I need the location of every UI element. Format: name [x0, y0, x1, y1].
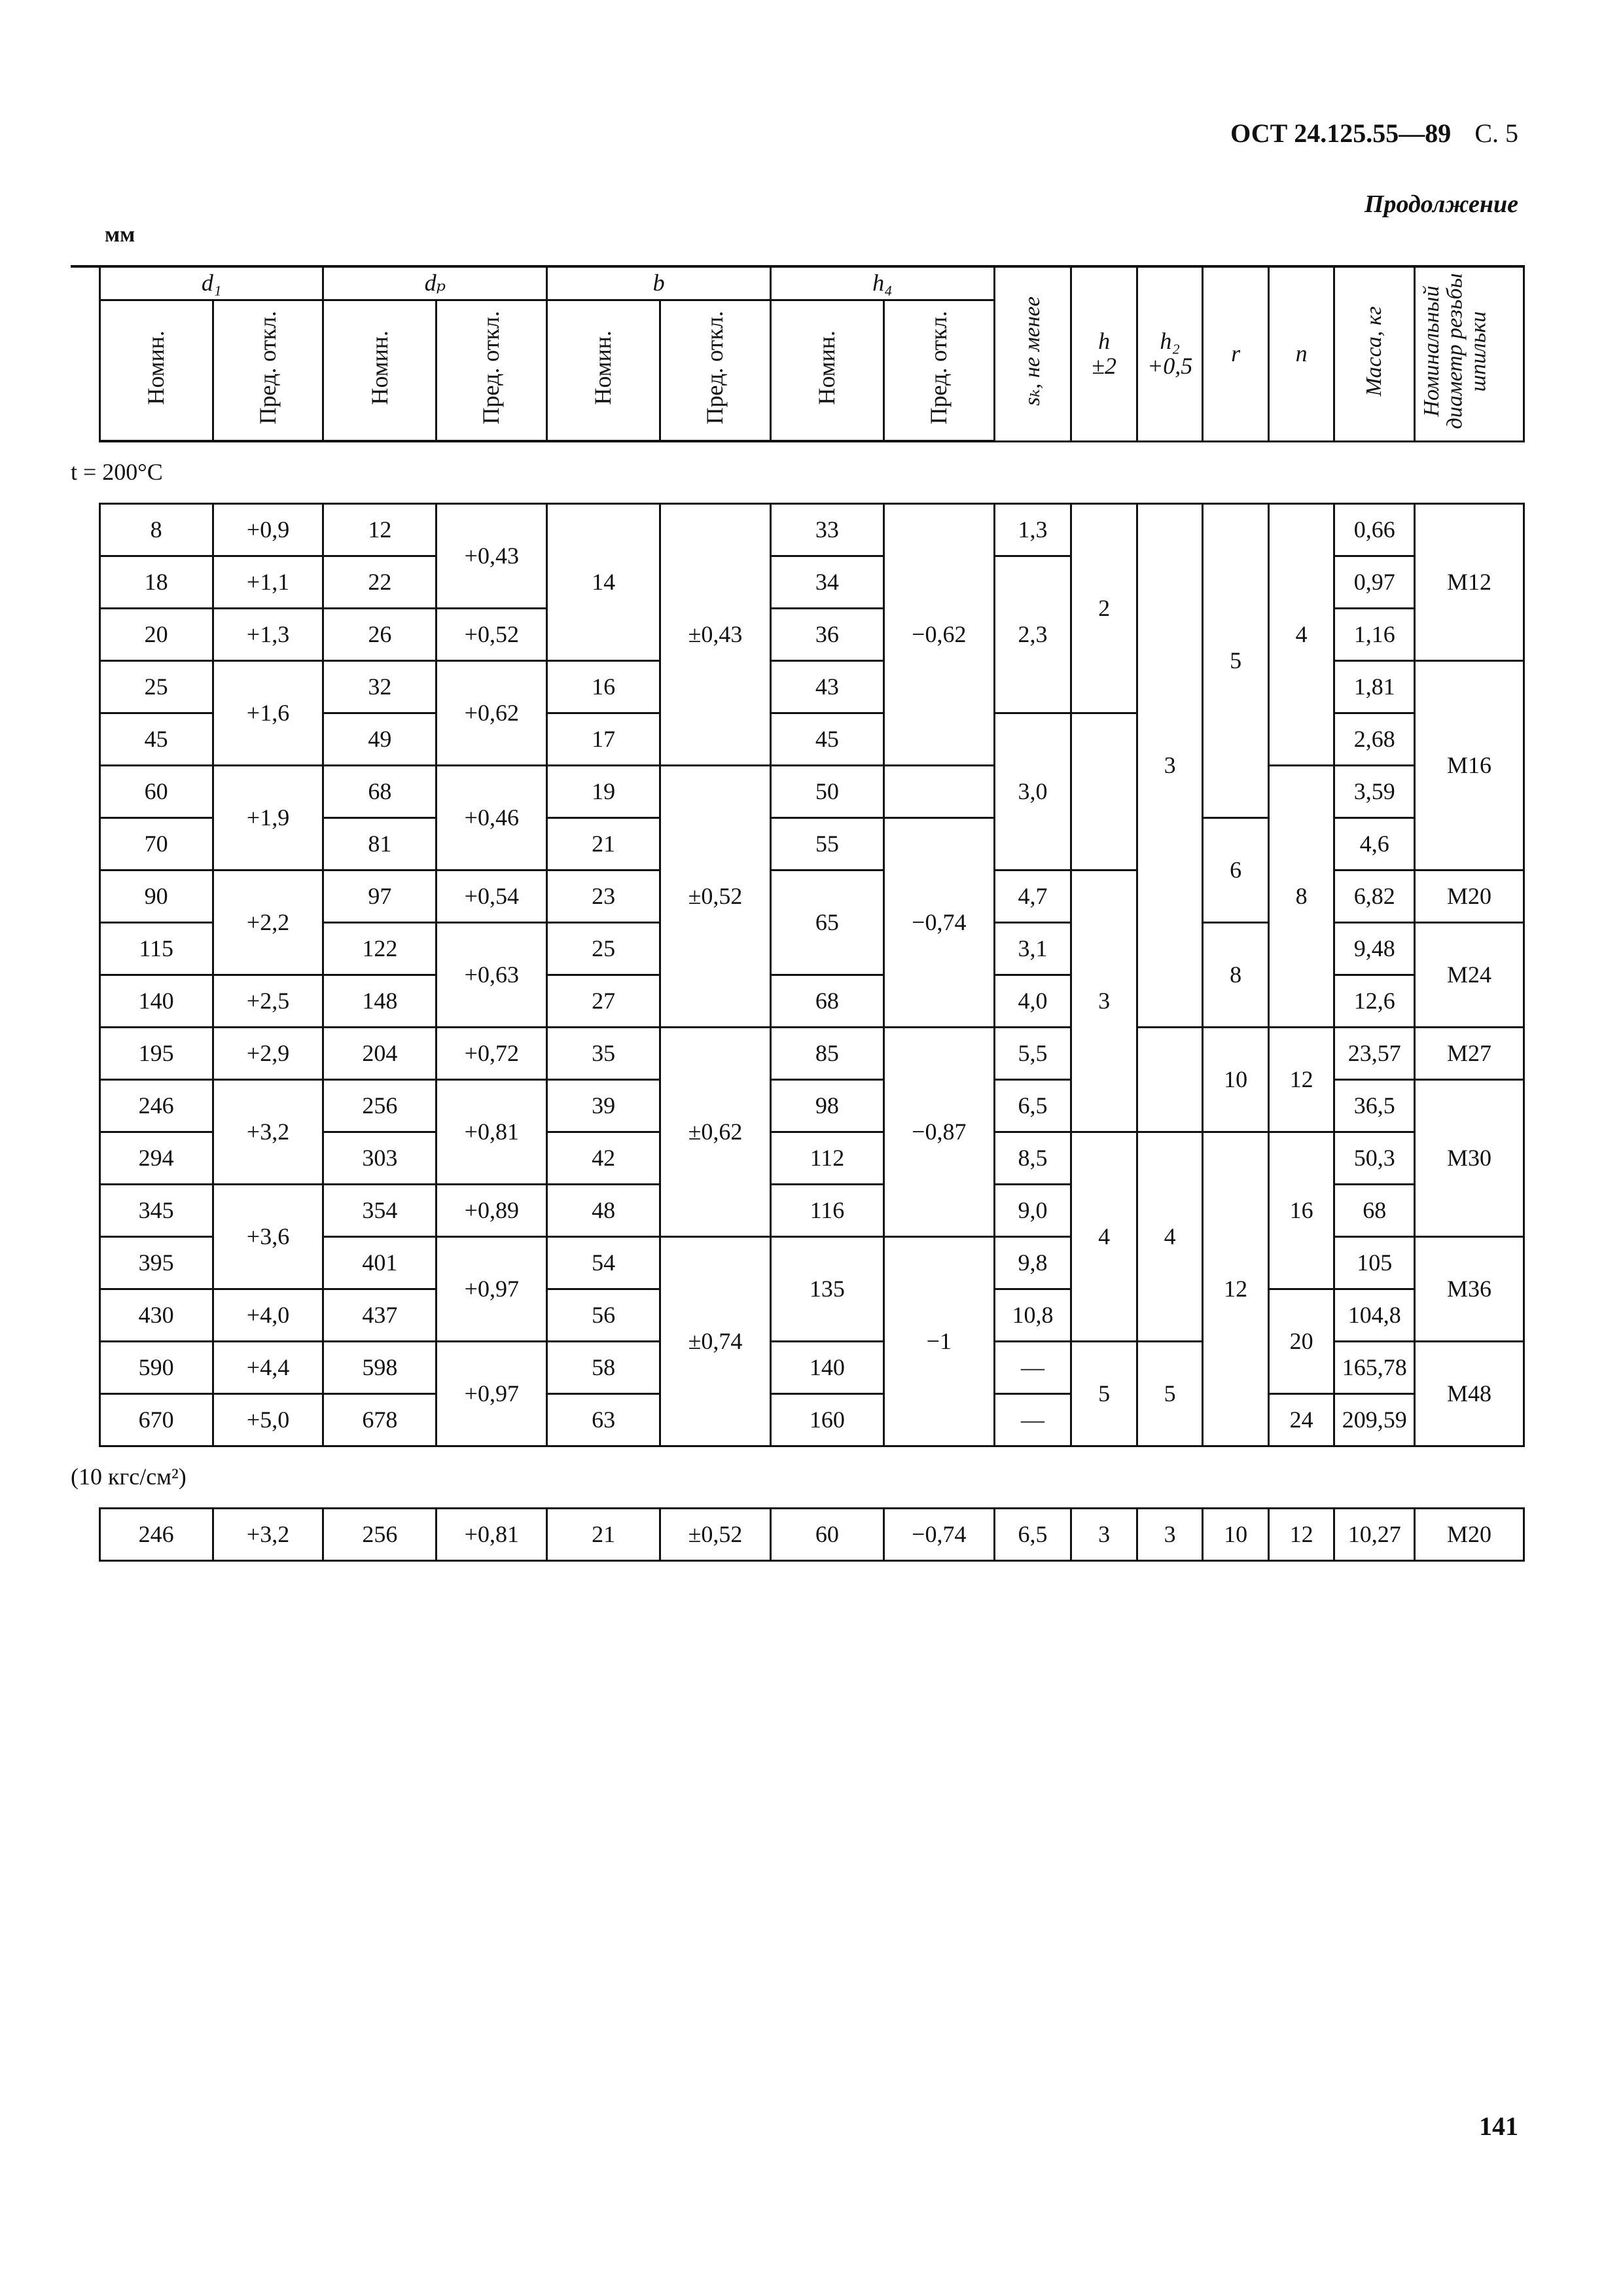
table-cell: M20 [1415, 870, 1524, 923]
table-cell: M30 [1415, 1080, 1524, 1237]
table-cell: 3 [1071, 1509, 1137, 1561]
table-cell: 105 [1334, 1237, 1415, 1289]
table-cell: 9,8 [994, 1237, 1071, 1289]
table-cell: +1,9 [213, 766, 323, 870]
table-cell: 8 [1203, 923, 1269, 1028]
table-cell: 5 [1137, 1342, 1203, 1446]
table-cell: 50,3 [1334, 1132, 1415, 1185]
table-cell: 50 [770, 766, 883, 818]
table-cell: 68 [1334, 1185, 1415, 1237]
table-cell: 10,8 [994, 1289, 1071, 1342]
col-sk: sₖ, не менее [994, 266, 1071, 441]
table-cell: 22 [323, 556, 437, 609]
table-cell: 2,68 [1334, 713, 1415, 766]
table-cell: 140 [770, 1342, 883, 1394]
table-cell: 670 [99, 1394, 213, 1446]
unit-label: мм [105, 223, 135, 247]
table-cell: 354 [323, 1185, 437, 1237]
table-cell: 5 [1203, 504, 1269, 818]
table-cell: 16 [547, 661, 660, 713]
table-cell: 1,16 [1334, 609, 1415, 661]
table-cell: 395 [99, 1237, 213, 1289]
table-cell: 58 [547, 1342, 660, 1394]
table-cell: M36 [1415, 1237, 1524, 1342]
table-cell: +1,3 [213, 609, 323, 661]
table-cell: 2,3 [994, 556, 1071, 713]
table-cell: +0,63 [437, 923, 547, 1028]
table-cell: +0,89 [437, 1185, 547, 1237]
table-cell: 97 [323, 870, 437, 923]
table-cell: 1,3 [994, 504, 1071, 556]
table-cell: +0,72 [437, 1028, 547, 1080]
table-cell: −0,62 [883, 504, 994, 766]
table-cell: M20 [1415, 1509, 1524, 1561]
table-cell: ±0,62 [660, 1028, 771, 1237]
col-b: b [547, 266, 771, 300]
table-cell: +0,81 [437, 1509, 547, 1561]
table-cell: 24 [1268, 1394, 1334, 1446]
document-header [1230, 118, 1518, 149]
table-row [71, 1509, 1524, 1561]
table-cell: 56 [547, 1289, 660, 1342]
table-cell: — [994, 1342, 1071, 1394]
table-cell: 23 [547, 870, 660, 923]
table-cell: 9,48 [1334, 923, 1415, 975]
table-cell: M16 [1415, 661, 1524, 870]
table-cell: 55 [770, 818, 883, 870]
table-cell: +4,4 [213, 1342, 323, 1394]
table-cell: 6,5 [994, 1509, 1071, 1561]
continuation-label: Продолжение [1364, 190, 1518, 218]
table-cell: 6,82 [1334, 870, 1415, 923]
table-cell: 16 [1268, 1132, 1334, 1289]
table-cell: 5,5 [994, 1028, 1071, 1080]
table-cell: 3,0 [994, 713, 1071, 870]
table-cell: +0,62 [437, 661, 547, 766]
table-cell: +0,97 [437, 1237, 547, 1342]
table-cell: 0,66 [1334, 504, 1415, 556]
table-cell: +0,52 [437, 609, 547, 661]
dp-nom-header: Номин. [323, 300, 437, 442]
table-cell: 598 [323, 1342, 437, 1394]
table-cell: 26 [323, 609, 437, 661]
table-cell: 401 [323, 1237, 437, 1289]
page-reference: С. 5 [1474, 118, 1518, 148]
dp-dev-header: Пред. откл. [437, 300, 547, 442]
table-cell: −0,87 [883, 1028, 994, 1237]
table-cell: 140 [99, 975, 213, 1028]
table-cell: 3 [1071, 870, 1137, 1132]
table-cell: 104,8 [1334, 1289, 1415, 1342]
table-cell: 246 [99, 1509, 213, 1561]
table-cell: 25 [99, 661, 213, 713]
table-cell: +0,43 [437, 504, 547, 609]
table-cell: 68 [323, 766, 437, 818]
table-cell: 5 [1071, 1342, 1137, 1446]
table-cell: 48 [547, 1185, 660, 1237]
table-cell: 34 [770, 556, 883, 609]
b-nom-header: Номин. [547, 300, 660, 442]
table-cell: 20 [1268, 1289, 1334, 1394]
table-cell: 678 [323, 1394, 437, 1446]
col-h: h ±2 [1071, 266, 1137, 441]
table-cell: +1,6 [213, 661, 323, 766]
table-cell: 68 [770, 975, 883, 1028]
table-cell: 63 [547, 1394, 660, 1446]
table-cell: 4 [1137, 1132, 1203, 1342]
table-row [71, 1028, 1524, 1080]
table-cell: 204 [323, 1028, 437, 1080]
table-cell: 1,81 [1334, 661, 1415, 713]
table-cell: 4 [1268, 504, 1334, 766]
table-cell: 209,59 [1334, 1394, 1415, 1446]
table-cell: 10 [1203, 1028, 1269, 1132]
table-cell: M24 [1415, 923, 1524, 1028]
table-cell: 20 [99, 609, 213, 661]
table-cell: 60 [770, 1509, 883, 1561]
table-cell: 9,0 [994, 1185, 1071, 1237]
table-cell: 14 [547, 504, 660, 661]
table-cell: +5,0 [213, 1394, 323, 1446]
table-cell: 4,0 [994, 975, 1071, 1028]
table-cell: 43 [770, 661, 883, 713]
table-cell: 12 [1203, 1132, 1269, 1446]
table-cell: 6,5 [994, 1080, 1071, 1132]
table-cell: 70 [99, 818, 213, 870]
table-cell: 116 [770, 1185, 883, 1237]
table-cell: 45 [770, 713, 883, 766]
table-cell: 3,1 [994, 923, 1071, 975]
table-cell: 85 [770, 1028, 883, 1080]
col-n: n [1268, 266, 1334, 441]
table-cell: 60 [99, 766, 213, 818]
table-cell: ±0,74 [660, 1237, 771, 1446]
col-h4: h₄ [770, 266, 994, 300]
table-cell: +2,5 [213, 975, 323, 1028]
page-number: 141 [1479, 2111, 1518, 2141]
table-cell: +4,0 [213, 1289, 323, 1342]
table-row [71, 504, 1524, 556]
table-cell: +0,54 [437, 870, 547, 923]
table-cell: 54 [547, 1237, 660, 1289]
col-r: r [1203, 266, 1269, 441]
table-cell: 42 [547, 1132, 660, 1185]
table-cell: 6 [1203, 818, 1269, 923]
table-row [71, 766, 1524, 818]
table-cell: 21 [547, 1509, 660, 1561]
table-cell: 303 [323, 1132, 437, 1185]
d1-nom-header: Номин. [99, 300, 213, 442]
table-cell: M48 [1415, 1342, 1524, 1446]
table-cell: +0,97 [437, 1342, 547, 1446]
table-cell: 112 [770, 1132, 883, 1185]
table-cell: 430 [99, 1289, 213, 1342]
table-cell: 160 [770, 1394, 883, 1446]
section-title-temp: t = 200°C [71, 459, 163, 486]
table-cell: 148 [323, 975, 437, 1028]
table-cell: 135 [770, 1237, 883, 1342]
table-cell: 590 [99, 1342, 213, 1394]
table-cell: +3,2 [213, 1080, 323, 1185]
table-cell: 4,7 [994, 870, 1071, 923]
table-cell: 195 [99, 1028, 213, 1080]
table-cell: ±0,52 [660, 1509, 771, 1561]
table-cell: 3,59 [1334, 766, 1415, 818]
table-cell: +2,9 [213, 1028, 323, 1080]
table-cell: 294 [99, 1132, 213, 1185]
b-dev-header: Пред. откл. [660, 300, 771, 442]
table-cell: 27 [547, 975, 660, 1028]
table-cell: 36 [770, 609, 883, 661]
table-cell: 256 [323, 1509, 437, 1561]
table-cell: −1 [883, 1237, 994, 1446]
table-cell: 12 [323, 504, 437, 556]
d1-dev-header: Пред. откл. [213, 300, 323, 442]
table-cell: 90 [99, 870, 213, 923]
col-thread: Номинальный диаметр резьбы шпильки [1415, 266, 1524, 441]
dimensions-table [71, 265, 1525, 1562]
table-cell: M27 [1415, 1028, 1524, 1080]
table-cell: +0,81 [437, 1080, 547, 1185]
table-cell: 12 [1268, 1028, 1334, 1132]
table-cell: −0,74 [883, 1509, 994, 1561]
table-cell: 10 [1203, 1509, 1269, 1561]
col-mass: Масса, кг [1334, 266, 1415, 441]
table-cell: 33 [770, 504, 883, 556]
table-cell: 8 [1268, 766, 1334, 1028]
table-cell: 81 [323, 818, 437, 870]
table-cell: 8,5 [994, 1132, 1071, 1185]
table-cell: 17 [547, 713, 660, 766]
table-cell: +2,2 [213, 870, 323, 975]
table-cell: 18 [99, 556, 213, 609]
table-cell: +3,6 [213, 1185, 323, 1289]
table-cell: +0,46 [437, 766, 547, 870]
table-cell: 122 [323, 923, 437, 975]
h4-dev-header: Пред. откл. [883, 300, 994, 442]
col-d1: d₁ [99, 266, 323, 300]
standard-code: ОСТ 24.125.55—89 [1230, 118, 1452, 148]
table-cell: 49 [323, 713, 437, 766]
table-cell: 437 [323, 1289, 437, 1342]
table-cell: 45 [99, 713, 213, 766]
table-cell: 115 [99, 923, 213, 975]
table-cell: 98 [770, 1080, 883, 1132]
table-cell: 165,78 [1334, 1342, 1415, 1394]
table-cell: 19 [547, 766, 660, 818]
col-dp: dₚ [323, 266, 547, 300]
table-cell: 23,57 [1334, 1028, 1415, 1080]
table-cell: 39 [547, 1080, 660, 1132]
section-title-pressure: (10 кгс/см²) [71, 1463, 187, 1490]
table-cell: 32 [323, 661, 437, 713]
table-cell: 10,27 [1334, 1509, 1415, 1561]
table-cell: ±0,43 [660, 504, 771, 766]
table-cell: — [994, 1394, 1071, 1446]
h4-nom-header: Номин. [770, 300, 883, 442]
table-cell: M12 [1415, 504, 1524, 661]
table-cell: 246 [99, 1080, 213, 1132]
table-cell: 36,5 [1334, 1080, 1415, 1132]
table-cell: 3 [1137, 1509, 1203, 1561]
table-cell: +3,2 [213, 1509, 323, 1561]
table-cell: 8 [99, 504, 213, 556]
table-cell: 3 [1137, 504, 1203, 1028]
table-cell: 345 [99, 1185, 213, 1237]
table-cell: 4,6 [1334, 818, 1415, 870]
table-cell: 12,6 [1334, 975, 1415, 1028]
table-cell: 256 [323, 1080, 437, 1132]
table-cell: 12 [1268, 1509, 1334, 1561]
col-h2: h₂ +0,5 [1137, 266, 1203, 441]
table-cell: 0,97 [1334, 556, 1415, 609]
table-cell: ±0,52 [660, 766, 771, 1028]
table-cell: 65 [770, 870, 883, 975]
table-cell: 4 [1071, 1132, 1137, 1342]
table-cell: +0,9 [213, 504, 323, 556]
table-row [71, 1394, 1524, 1446]
table-cell: −0,74 [883, 818, 994, 1028]
table-cell: +1,1 [213, 556, 323, 609]
table-cell: 35 [547, 1028, 660, 1080]
table-cell: 25 [547, 923, 660, 975]
table-cell: 21 [547, 818, 660, 870]
table-cell: 2 [1071, 504, 1137, 713]
